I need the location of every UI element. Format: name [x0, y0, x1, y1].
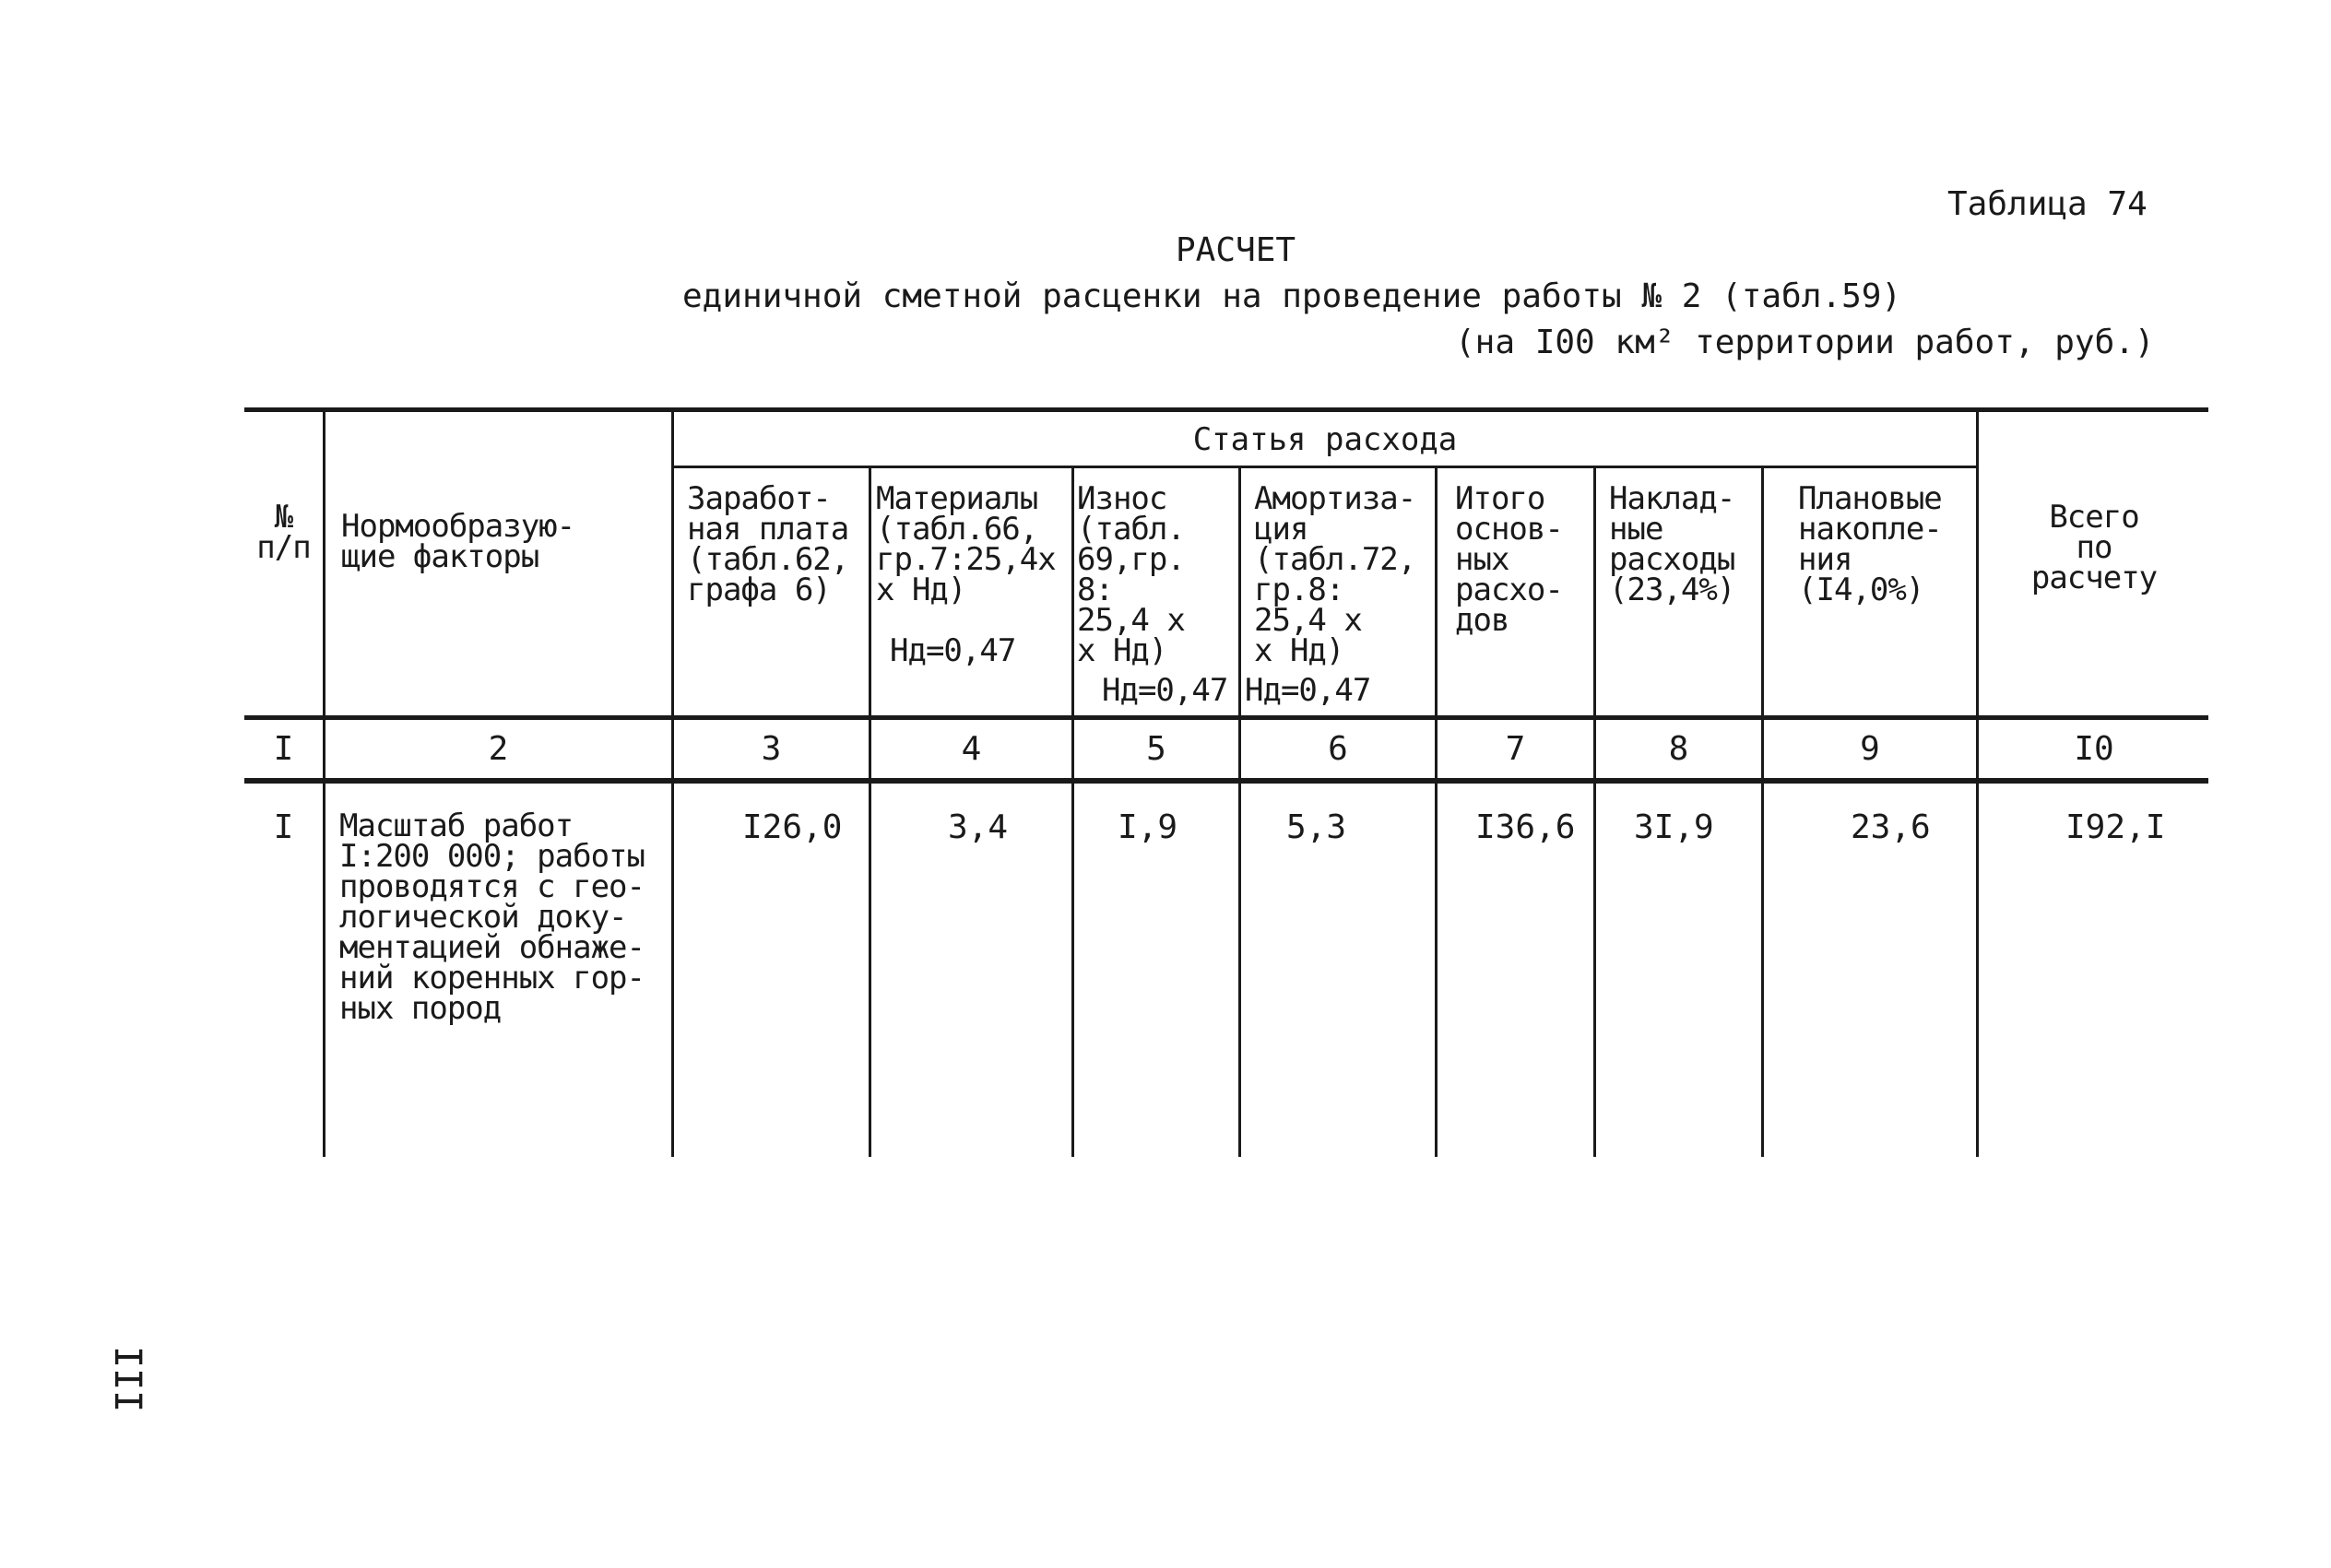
col-header-overhead: Наклад- ные расходы (23,4%) — [1609, 480, 1735, 608]
row-planned: 23,6 — [1851, 808, 1931, 846]
col-header-amortization: Амортиза- ция (табл.72, гр.8: 25,4 х х Нд) — [1254, 480, 1416, 669]
rule-numbers-bottom — [244, 778, 2208, 784]
document-unit: (на I00 км² территории работ, руб.) — [1455, 324, 2155, 361]
col-header-materials: Материалы (табл.66, гр.7:25,4х х Нд) — [876, 480, 1056, 608]
row-total: I92,I — [2065, 808, 2166, 846]
col-header-wear: Износ (табл. 69,гр. 8: 25,4 х х Нд) — [1077, 480, 1185, 669]
col-number-3: 3 — [761, 730, 782, 768]
col-divider-8 — [1761, 467, 1764, 1157]
col-number-8: 8 — [1668, 730, 1689, 768]
col-number-9: 9 — [1860, 730, 1880, 768]
col-divider-5 — [1238, 467, 1241, 1157]
table-number: Таблица 74 — [1947, 185, 2148, 223]
col-header-materials-note: Нд=0,47 — [890, 632, 1016, 669]
rule-header-bottom — [244, 715, 2208, 720]
col-number-6: 6 — [1328, 730, 1348, 768]
row-overhead: 3I,9 — [1634, 808, 1714, 846]
group-header: Статья расхода — [1192, 421, 1458, 458]
rule-group — [671, 466, 1976, 468]
col-header-salary: Заработ- ная плата (табл.62, графа 6) — [687, 480, 849, 608]
col-divider-7 — [1593, 467, 1596, 1157]
row-wear: I,9 — [1118, 808, 1178, 846]
row-total-base: I36,6 — [1475, 808, 1576, 846]
col-number-5: 5 — [1146, 730, 1166, 768]
document-subtitle: единичной сметной расценки на проведение работы № 2 (табл.59) — [682, 277, 1902, 315]
col-divider-3 — [869, 467, 871, 1157]
col-divider-6 — [1435, 467, 1438, 1157]
col-header-planned: Плановые накопле- ния (I4,0%) — [1798, 480, 1942, 608]
col-divider-1 — [323, 410, 325, 1157]
row-amortization: 5,3 — [1286, 808, 1347, 846]
document-title: РАСЧЕТ — [1176, 231, 1296, 269]
row-salary: I26,0 — [742, 808, 843, 846]
col-header-total-base: Итого основ- ных расхо- дов — [1455, 480, 1563, 639]
page-number: III — [106, 1346, 148, 1413]
col-number-10: I0 — [2074, 730, 2114, 768]
row-no: I — [273, 808, 294, 846]
rule-top — [244, 407, 2208, 412]
col-header-wear-note: Нд=0,47 — [1102, 672, 1228, 709]
row-factor: Масштаб работ I:200 000; работы проводятся с гео- логической доку- ментацией обнаже- ний коренных гор- ных пород — [339, 808, 645, 1027]
col-divider-2 — [671, 410, 674, 1157]
col-number-4: 4 — [961, 730, 982, 768]
col-header-no: № п/п — [256, 499, 311, 566]
col-number-7: 7 — [1505, 730, 1526, 768]
col-number-2: 2 — [488, 730, 509, 768]
col-header-amortization-note: Нд=0,47 — [1245, 672, 1371, 709]
col-number-1: I — [273, 730, 294, 768]
col-header-factors: Нормообразую- щие факторы — [341, 508, 575, 575]
col-divider-4 — [1071, 467, 1074, 1157]
row-materials: 3,4 — [948, 808, 1009, 846]
col-header-total: Всего по расчету — [2030, 499, 2158, 596]
